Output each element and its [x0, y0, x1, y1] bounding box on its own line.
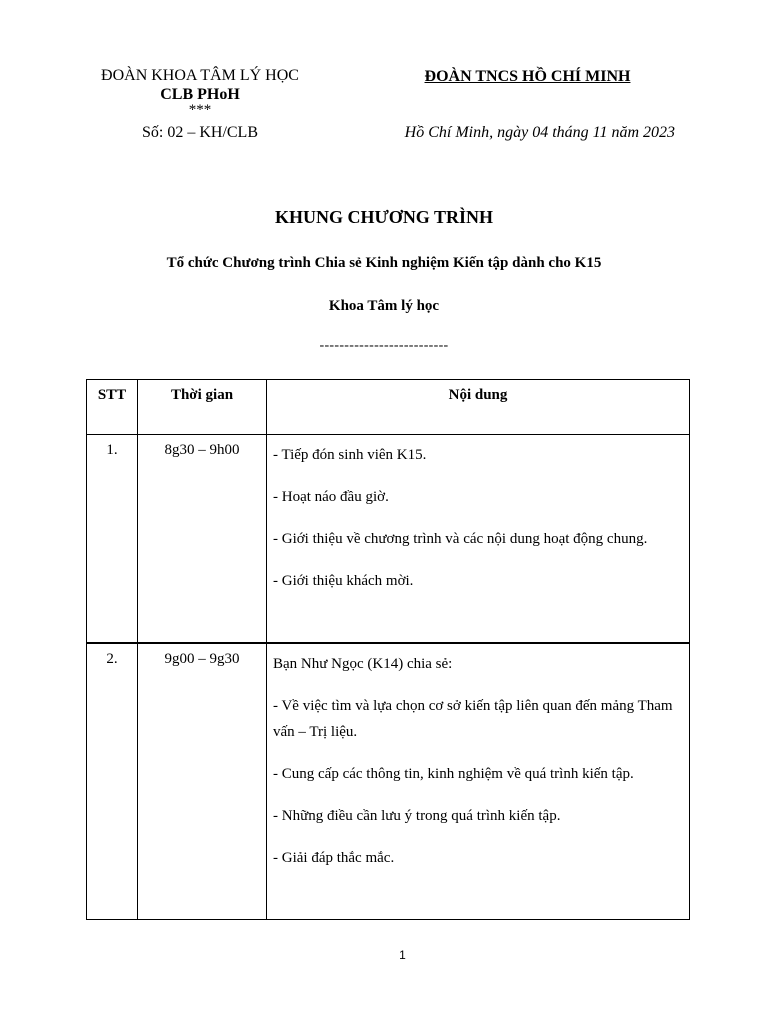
header-time: Thời gian — [138, 380, 267, 435]
content-item: - Hoạt náo đầu giờ. — [273, 489, 389, 505]
schedule-table — [86, 379, 690, 920]
row-stt: 2. — [87, 643, 138, 920]
table-row — [87, 643, 690, 920]
content-item: - Giới thiệu khách mời. — [273, 573, 414, 589]
date-line: Hồ Chí Minh, ngày 04 tháng 11 năm 2023 — [404, 124, 675, 141]
content-item: - Cung cấp các thông tin, kinh nghiệm về quá trình kiến tập. — [273, 765, 634, 782]
stars-divider: *** — [188, 102, 212, 118]
page-subtitle: Tổ chức Chương trình Chia sẻ Kinh nghiệm Kiến tập dành cho K15 — [166, 255, 602, 271]
page-title: KHUNG CHƯƠNG TRÌNH — [274, 207, 493, 227]
org-left-block — [75, 66, 325, 143]
row-time: 9g00 – 9g30 — [138, 643, 267, 920]
header-stt: STT — [87, 380, 138, 435]
separator-line: -------------------------- — [319, 338, 449, 353]
table-header-row — [87, 380, 690, 435]
table-row — [87, 435, 690, 643]
content-item: Bạn Như Ngọc (K14) chia sẻ: — [273, 655, 453, 672]
page-number: 1 — [399, 948, 406, 962]
club-name: CLB PHoH — [160, 86, 240, 103]
row-time: 8g30 – 9h00 — [138, 435, 267, 643]
row-content — [267, 643, 690, 920]
doc-number: Số: 02 – KH/CLB — [141, 124, 258, 141]
faculty-name: Khoa Tâm lý học — [328, 298, 440, 314]
content-item: - Những điều cần lưu ý trong quá trình kiến tập. — [273, 807, 561, 824]
org-right-name: ĐOÀN TNCS HỒ CHÍ MINH — [424, 68, 631, 85]
content-item: - Giải đáp thắc mắc. — [273, 849, 395, 866]
org-left-name: ĐOÀN KHOA TÂM LÝ HỌC — [101, 67, 299, 84]
row-content — [267, 435, 690, 643]
content-item: - Về việc tìm và lựa chọn cơ sở kiến tập liên quan đến mảng Tham vấn – Trị liệu. — [273, 697, 673, 740]
header-content: Nội dung — [267, 380, 690, 435]
row-stt: 1. — [87, 435, 138, 643]
content-item: - Giới thiệu về chương trình và các nội dung hoạt động chung. — [273, 531, 648, 547]
content-item: - Tiếp đón sinh viên K15. — [273, 447, 427, 463]
